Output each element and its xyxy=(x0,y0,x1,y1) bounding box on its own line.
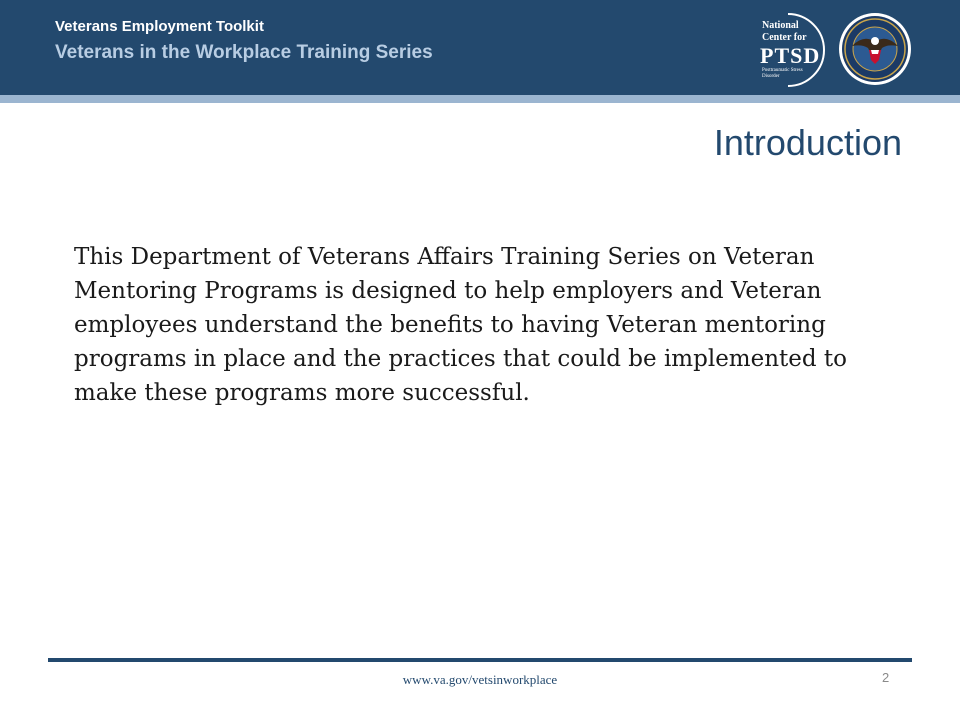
footer-divider xyxy=(48,658,912,662)
page-number: 2 xyxy=(882,670,890,685)
ptsd-logo-line4: Posttraumatic Stress Disorder xyxy=(762,68,803,79)
ptsd-logo-line3: PTSD xyxy=(760,43,821,68)
footer-url: www.va.gov/vetsinworkplace xyxy=(402,672,558,687)
slide-title: Introduction xyxy=(713,122,902,163)
ptsd-logo xyxy=(748,10,828,88)
va-seal-icon xyxy=(838,12,912,86)
header-stripe xyxy=(0,95,960,103)
body-paragraph: This Department of Veterans Affairs Training Series on Veteran Mentoring Programs is designed to help employers and Veteran employees understand the benefits to having Veteran mentoring programs in place and the practices that could be implemented to make these programs more successful. xyxy=(74,244,848,406)
ptsd-logo-line2: Center for xyxy=(762,32,807,43)
series-title: Veterans in the Workplace Training Series xyxy=(55,42,433,63)
ptsd-logo-line1: National xyxy=(762,20,799,31)
toolkit-title: Veterans Employment Toolkit xyxy=(55,18,264,35)
header-bar xyxy=(0,0,960,95)
